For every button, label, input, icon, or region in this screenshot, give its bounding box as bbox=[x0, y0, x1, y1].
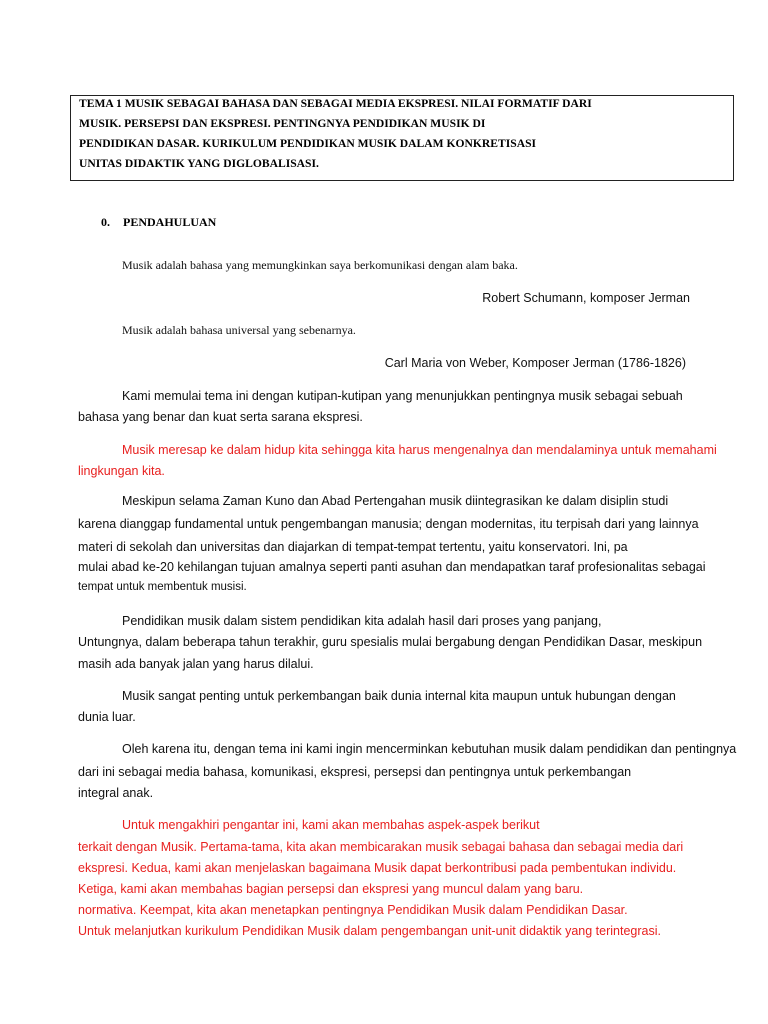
paragraph-2-line-2: lingkungan kita. bbox=[78, 464, 165, 478]
paragraph-5-line-2: dunia luar. bbox=[78, 710, 136, 724]
paragraph-4-line-2: Untungnya, dalam beberapa tahun terakhir, guru spesialis mulai bergabung dengan Pendidikan Dasar, meskipun bbox=[78, 635, 703, 649]
paragraph-7-line-5: normativa. Keempat, kita akan menetapkan pentingnya Pendidikan Musik dalam Pendidikan Dasar. bbox=[78, 903, 628, 917]
section-title: PENDAHULUAN bbox=[123, 215, 217, 229]
paragraph-6-line-3: integral anak. bbox=[78, 786, 154, 800]
paragraph-3-line-4: mulai abad ke-20 kehilangan tujuan amalnya seperti panti asuhan dan mendapatkan taraf profesionalitas sebagai bbox=[78, 560, 706, 574]
paragraph-2-line-1: Musik meresap ke dalam hidup kita sehingga kita harus mengenalnya dan mendalaminya untuk memahami bbox=[122, 443, 717, 457]
paragraph-3-line-2: karena dianggap fundamental untuk pengembangan manusia; dengan modernitas, itu terpisah dari yang lainnya bbox=[78, 517, 699, 531]
quote-2-text: Musik adalah bahasa universal yang sebenarnya. bbox=[122, 323, 356, 337]
title-line-4: UNITAS DIDAKTIK YANG DIGLOBALISASI. bbox=[79, 157, 319, 170]
paragraph-7-line-3: ekspresi. Kedua, kami akan menjelaskan bagaimana Musik dapat berkontribusi pada pembentukan individu. bbox=[78, 861, 677, 875]
paragraph-7-line-2: terkait dengan Musik. Pertama-tama, kita akan membicarakan musik sebagai bahasa dan sebagai media dari bbox=[78, 840, 684, 854]
quote-2-attribution: Carl Maria von Weber, Komposer Jerman (1786-1826) bbox=[384, 356, 686, 370]
paragraph-1-line-2: bahasa yang benar dan kuat serta sarana ekspresi. bbox=[78, 410, 363, 424]
quote-1-text: Musik adalah bahasa yang memungkinkan saya berkomunikasi dengan alam baka. bbox=[122, 258, 518, 272]
paragraph-3-line-3: materi di sekolah dan universitas dan diajarkan di tempat-tempat tertentu, yaitu konservatori. Ini, pa bbox=[78, 540, 628, 554]
paragraph-3-line-1: Meskipun selama Zaman Kuno dan Abad Pertengahan musik diintegrasikan ke dalam disiplin studi bbox=[122, 494, 669, 508]
paragraph-5-line-1: Musik sangat penting untuk perkembangan baik dunia internal kita maupun untuk hubungan dengan bbox=[122, 689, 676, 703]
paragraph-4-line-1: Pendidikan musik dalam sistem pendidikan kita adalah hasil dari proses yang panjang, bbox=[122, 614, 602, 628]
paragraph-3-line-5: tempat untuk membentuk musisi. bbox=[78, 581, 247, 593]
title-line-1: TEMA 1 MUSIK SEBAGAI BAHASA DAN SEBAGAI MEDIA EKSPRESI. NILAI FORMATIF DARI bbox=[79, 97, 592, 110]
title-line-2: MUSIK. PERSEPSI DAN EKSPRESI. PENTINGNYA PENDIDIKAN MUSIK DI bbox=[79, 117, 486, 130]
quote-1-attribution: Robert Schumann, komposer Jerman bbox=[482, 291, 690, 305]
paragraph-4-line-3: masih ada banyak jalan yang harus dilalui. bbox=[78, 657, 314, 671]
section-number: 0. bbox=[101, 215, 110, 229]
title-box bbox=[70, 95, 734, 181]
title-line-3: PENDIDIKAN DASAR. KURIKULUM PENDIDIKAN MUSIK DALAM KONKRETISASI bbox=[79, 137, 537, 150]
paragraph-7-line-1: Untuk mengakhiri pengantar ini, kami akan membahas aspek-aspek berikut bbox=[122, 818, 540, 832]
paragraph-7-line-6: Untuk melanjutkan kurikulum Pendidikan Musik dalam pengembangan unit-unit didaktik yang terintegrasi. bbox=[78, 924, 661, 938]
paragraph-6-line-2: dari ini sebagai media bahasa, komunikasi, ekspresi, persepsi dan pentingnya untuk perkembangan bbox=[78, 765, 632, 779]
paragraph-6-line-1: Oleh karena itu, dengan tema ini kami ingin mencerminkan kebutuhan musik dalam pendidikan dan pentingnya bbox=[122, 742, 737, 756]
paragraph-7-line-4: Ketiga, kami akan membahas bagian persepsi dan ekspresi yang muncul dalam yang baru. bbox=[78, 882, 584, 896]
paragraph-1-line-1: Kami memulai tema ini dengan kutipan-kutipan yang menunjukkan pentingnya musik sebagai sebuah bbox=[122, 389, 683, 403]
section-heading bbox=[101, 215, 216, 230]
